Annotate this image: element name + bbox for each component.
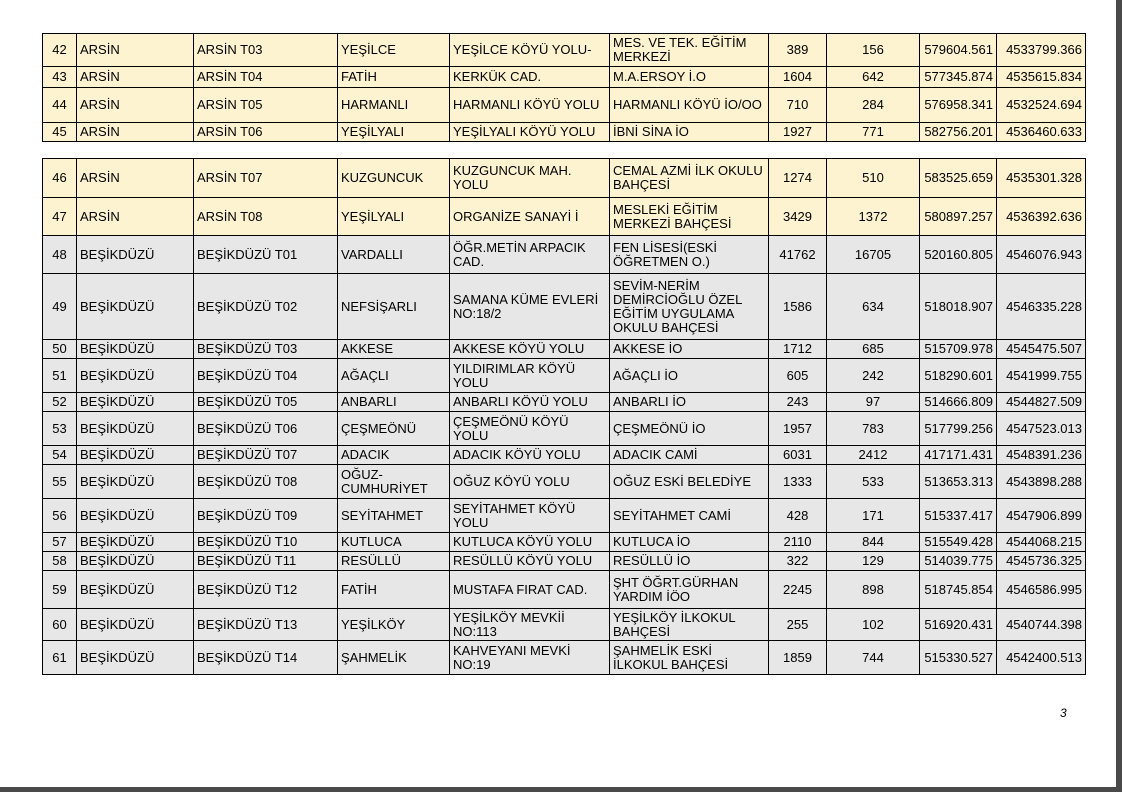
street-cell: ÇEŞMEÖNÜ KÖYÜ YOLU xyxy=(450,412,610,446)
value-1-cell: 6031 xyxy=(769,446,827,465)
street-cell: ANBARLI KÖYÜ YOLU xyxy=(450,393,610,412)
northing-cell: 4543898.288 xyxy=(997,465,1086,499)
district-cell: ARSİN xyxy=(77,88,194,123)
page-edge-bottom xyxy=(0,787,1122,792)
station-code-cell: BEŞİKDÜZÜ T03 xyxy=(194,340,338,359)
table-row xyxy=(43,552,1086,571)
northing-cell: 4548391.236 xyxy=(997,446,1086,465)
table-row xyxy=(43,88,1086,123)
street-cell: RESÜLLÜ KÖYÜ YOLU xyxy=(450,552,610,571)
row-number-cell: 46 xyxy=(43,159,77,198)
neighborhood-cell: AĞAÇLI xyxy=(338,359,450,393)
station-code-cell: BEŞİKDÜZÜ T02 xyxy=(194,274,338,340)
table-row xyxy=(43,159,1086,198)
street-cell: YEŞİLCE KÖYÜ YOLU- xyxy=(450,34,610,67)
street-cell: KAHVEYANI MEVKİ NO:19 xyxy=(450,641,610,675)
value-1-cell: 1927 xyxy=(769,123,827,142)
district-cell: BEŞİKDÜZÜ xyxy=(77,533,194,552)
row-number-cell: 58 xyxy=(43,552,77,571)
value-2-cell: 242 xyxy=(827,359,920,393)
value-2-cell: 634 xyxy=(827,274,920,340)
district-cell: BEŞİKDÜZÜ xyxy=(77,465,194,499)
northing-cell: 4547906.899 xyxy=(997,499,1086,533)
value-1-cell: 255 xyxy=(769,609,827,641)
row-number-cell: 53 xyxy=(43,412,77,446)
northing-cell: 4546335.228 xyxy=(997,274,1086,340)
table-row xyxy=(43,446,1086,465)
value-1-cell: 1333 xyxy=(769,465,827,499)
value-1-cell: 605 xyxy=(769,359,827,393)
district-cell: ARSİN xyxy=(77,123,194,142)
street-cell: KUTLUCA KÖYÜ YOLU xyxy=(450,533,610,552)
value-1-cell: 2110 xyxy=(769,533,827,552)
station-code-cell: ARSİN T03 xyxy=(194,34,338,67)
district-cell: BEŞİKDÜZÜ xyxy=(77,571,194,609)
easting-cell: 583525.659 xyxy=(920,159,997,198)
site-cell: MES. VE TEK. EĞİTİM MERKEZİ xyxy=(610,34,769,67)
northing-cell: 4544068.215 xyxy=(997,533,1086,552)
station-code-cell: ARSİN T05 xyxy=(194,88,338,123)
neighborhood-cell: FATİH xyxy=(338,67,450,88)
northing-cell: 4544827.509 xyxy=(997,393,1086,412)
station-code-cell: BEŞİKDÜZÜ T11 xyxy=(194,552,338,571)
easting-cell: 518018.907 xyxy=(920,274,997,340)
easting-cell: 582756.201 xyxy=(920,123,997,142)
northing-cell: 4540744.398 xyxy=(997,609,1086,641)
site-cell: MESLEKİ EĞİTİM MERKEZİ BAHÇESİ xyxy=(610,198,769,236)
coordinates-table-main xyxy=(42,158,1086,675)
northing-cell: 4532524.694 xyxy=(997,88,1086,123)
street-cell: HARMANLI KÖYÜ YOLU xyxy=(450,88,610,123)
table-row xyxy=(43,274,1086,340)
site-cell: M.A.ERSOY İ.O xyxy=(610,67,769,88)
neighborhood-cell: YEŞİLYALI xyxy=(338,123,450,142)
row-number-cell: 49 xyxy=(43,274,77,340)
easting-cell: 515549.428 xyxy=(920,533,997,552)
district-cell: BEŞİKDÜZÜ xyxy=(77,340,194,359)
easting-cell: 518290.601 xyxy=(920,359,997,393)
table-row xyxy=(43,465,1086,499)
neighborhood-cell: ÇEŞMEÖNÜ xyxy=(338,412,450,446)
northing-cell: 4546076.943 xyxy=(997,236,1086,274)
northing-cell: 4536392.636 xyxy=(997,198,1086,236)
easting-cell: 577345.874 xyxy=(920,67,997,88)
street-cell: KERKÜK CAD. xyxy=(450,67,610,88)
neighborhood-cell: AKKESE xyxy=(338,340,450,359)
row-number-cell: 56 xyxy=(43,499,77,533)
row-number-cell: 43 xyxy=(43,67,77,88)
row-number-cell: 61 xyxy=(43,641,77,675)
site-cell: CEMAL AZMİ İLK OKULU BAHÇESİ xyxy=(610,159,769,198)
row-number-cell: 48 xyxy=(43,236,77,274)
page-edge-right xyxy=(1116,0,1122,792)
easting-cell: 518745.854 xyxy=(920,571,997,609)
table-row xyxy=(43,34,1086,67)
value-1-cell: 3429 xyxy=(769,198,827,236)
site-cell: FEN LİSESİ(ESKİ ÖĞRETMEN O.) xyxy=(610,236,769,274)
station-code-cell: BEŞİKDÜZÜ T14 xyxy=(194,641,338,675)
site-cell: SEYİTAHMET CAMİ xyxy=(610,499,769,533)
station-code-cell: ARSİN T04 xyxy=(194,67,338,88)
site-cell: ANBARLI İO xyxy=(610,393,769,412)
site-cell: YEŞİLKÖY İLKOKUL BAHÇESİ xyxy=(610,609,769,641)
row-number-cell: 60 xyxy=(43,609,77,641)
street-cell: KUZGUNCUK MAH. YOLU xyxy=(450,159,610,198)
northing-cell: 4535301.328 xyxy=(997,159,1086,198)
neighborhood-cell: YEŞİLCE xyxy=(338,34,450,67)
row-number-cell: 45 xyxy=(43,123,77,142)
easting-cell: 513653.313 xyxy=(920,465,997,499)
site-cell: RESÜLLÜ İO xyxy=(610,552,769,571)
district-cell: ARSİN xyxy=(77,198,194,236)
value-2-cell: 744 xyxy=(827,641,920,675)
district-cell: ARSİN xyxy=(77,159,194,198)
site-cell: SEVİM-NERİM DEMİRCİOĞLU ÖZEL EĞİTİM UYGULAMA OKULU BAHÇESİ xyxy=(610,274,769,340)
northing-cell: 4533799.366 xyxy=(997,34,1086,67)
site-cell: KUTLUCA İO xyxy=(610,533,769,552)
street-cell: OĞUZ KÖYÜ YOLU xyxy=(450,465,610,499)
station-code-cell: BEŞİKDÜZÜ T10 xyxy=(194,533,338,552)
table-row xyxy=(43,340,1086,359)
row-number-cell: 54 xyxy=(43,446,77,465)
value-2-cell: 898 xyxy=(827,571,920,609)
easting-cell: 514039.775 xyxy=(920,552,997,571)
table-row xyxy=(43,609,1086,641)
value-2-cell: 533 xyxy=(827,465,920,499)
station-code-cell: ARSİN T08 xyxy=(194,198,338,236)
table-row xyxy=(43,533,1086,552)
neighborhood-cell: YEŞİLYALI xyxy=(338,198,450,236)
neighborhood-cell: KUTLUCA xyxy=(338,533,450,552)
district-cell: BEŞİKDÜZÜ xyxy=(77,412,194,446)
site-cell: ÇEŞMEÖNÜ İO xyxy=(610,412,769,446)
easting-cell: 516920.431 xyxy=(920,609,997,641)
value-1-cell: 41762 xyxy=(769,236,827,274)
value-1-cell: 2245 xyxy=(769,571,827,609)
value-1-cell: 428 xyxy=(769,499,827,533)
neighborhood-cell: HARMANLI xyxy=(338,88,450,123)
value-2-cell: 2412 xyxy=(827,446,920,465)
row-number-cell: 44 xyxy=(43,88,77,123)
site-cell: AKKESE İO xyxy=(610,340,769,359)
northing-cell: 4536460.633 xyxy=(997,123,1086,142)
value-1-cell: 1604 xyxy=(769,67,827,88)
table-row xyxy=(43,198,1086,236)
table-row xyxy=(43,236,1086,274)
site-cell: ŞAHMELİK ESKİ İLKOKUL BAHÇESİ xyxy=(610,641,769,675)
district-cell: BEŞİKDÜZÜ xyxy=(77,393,194,412)
neighborhood-cell: FATİH xyxy=(338,571,450,609)
station-code-cell: ARSİN T06 xyxy=(194,123,338,142)
value-2-cell: 1372 xyxy=(827,198,920,236)
table-row xyxy=(43,393,1086,412)
street-cell: SAMANA KÜME EVLERİ NO:18/2 xyxy=(450,274,610,340)
value-2-cell: 129 xyxy=(827,552,920,571)
district-cell: BEŞİKDÜZÜ xyxy=(77,499,194,533)
table-row xyxy=(43,641,1086,675)
value-2-cell: 102 xyxy=(827,609,920,641)
table-row xyxy=(43,499,1086,533)
northing-cell: 4542400.513 xyxy=(997,641,1086,675)
table-row xyxy=(43,67,1086,88)
neighborhood-cell: YEŞİLKÖY xyxy=(338,609,450,641)
table-row xyxy=(43,359,1086,393)
value-2-cell: 16705 xyxy=(827,236,920,274)
station-code-cell: BEŞİKDÜZÜ T09 xyxy=(194,499,338,533)
row-number-cell: 57 xyxy=(43,533,77,552)
site-cell: AĞAÇLI İO xyxy=(610,359,769,393)
value-2-cell: 284 xyxy=(827,88,920,123)
station-code-cell: BEŞİKDÜZÜ T06 xyxy=(194,412,338,446)
station-code-cell: BEŞİKDÜZÜ T08 xyxy=(194,465,338,499)
district-cell: BEŞİKDÜZÜ xyxy=(77,446,194,465)
northing-cell: 4535615.834 xyxy=(997,67,1086,88)
station-code-cell: BEŞİKDÜZÜ T07 xyxy=(194,446,338,465)
site-cell: OĞUZ ESKİ BELEDİYE xyxy=(610,465,769,499)
street-cell: YEŞİLYALI KÖYÜ YOLU xyxy=(450,123,610,142)
site-cell: ADACIK CAMİ xyxy=(610,446,769,465)
easting-cell: 579604.561 xyxy=(920,34,997,67)
row-number-cell: 59 xyxy=(43,571,77,609)
district-cell: BEŞİKDÜZÜ xyxy=(77,609,194,641)
value-2-cell: 97 xyxy=(827,393,920,412)
neighborhood-cell: SEYİTAHMET xyxy=(338,499,450,533)
district-cell: ARSİN xyxy=(77,67,194,88)
northing-cell: 4547523.013 xyxy=(997,412,1086,446)
street-cell: ADACIK KÖYÜ YOLU xyxy=(450,446,610,465)
easting-cell: 576958.341 xyxy=(920,88,997,123)
street-cell: ORGANİZE SANAYİ İ xyxy=(450,198,610,236)
street-cell: AKKESE KÖYÜ YOLU xyxy=(450,340,610,359)
district-cell: ARSİN xyxy=(77,34,194,67)
value-2-cell: 783 xyxy=(827,412,920,446)
neighborhood-cell: ŞAHMELİK xyxy=(338,641,450,675)
easting-cell: 417171.431 xyxy=(920,446,997,465)
station-code-cell: BEŞİKDÜZÜ T05 xyxy=(194,393,338,412)
value-2-cell: 510 xyxy=(827,159,920,198)
street-cell: YILDIRIMLAR KÖYÜ YOLU xyxy=(450,359,610,393)
easting-cell: 517799.256 xyxy=(920,412,997,446)
value-1-cell: 389 xyxy=(769,34,827,67)
row-number-cell: 51 xyxy=(43,359,77,393)
neighborhood-cell: KUZGUNCUK xyxy=(338,159,450,198)
value-2-cell: 844 xyxy=(827,533,920,552)
table-row xyxy=(43,571,1086,609)
easting-cell: 514666.809 xyxy=(920,393,997,412)
row-number-cell: 42 xyxy=(43,34,77,67)
site-cell: İBNİ SİNA İO xyxy=(610,123,769,142)
easting-cell: 515330.527 xyxy=(920,641,997,675)
value-1-cell: 322 xyxy=(769,552,827,571)
street-cell: YEŞİLKÖY MEVKİİ NO:113 xyxy=(450,609,610,641)
district-cell: BEŞİKDÜZÜ xyxy=(77,359,194,393)
neighborhood-cell: OĞUZ-CUMHURİYET xyxy=(338,465,450,499)
row-number-cell: 52 xyxy=(43,393,77,412)
station-code-cell: BEŞİKDÜZÜ T12 xyxy=(194,571,338,609)
station-code-cell: BEŞİKDÜZÜ T04 xyxy=(194,359,338,393)
station-code-cell: ARSİN T07 xyxy=(194,159,338,198)
value-2-cell: 156 xyxy=(827,34,920,67)
neighborhood-cell: NEFSİŞARLI xyxy=(338,274,450,340)
site-cell: ŞHT ÖĞRT.GÜRHAN YARDIM İÖO xyxy=(610,571,769,609)
street-cell: SEYİTAHMET KÖYÜ YOLU xyxy=(450,499,610,533)
district-cell: BEŞİKDÜZÜ xyxy=(77,274,194,340)
district-cell: BEŞİKDÜZÜ xyxy=(77,641,194,675)
neighborhood-cell: ADACIK xyxy=(338,446,450,465)
neighborhood-cell: RESÜLLÜ xyxy=(338,552,450,571)
northing-cell: 4541999.755 xyxy=(997,359,1086,393)
table-row xyxy=(43,412,1086,446)
northing-cell: 4546586.995 xyxy=(997,571,1086,609)
value-1-cell: 1274 xyxy=(769,159,827,198)
value-1-cell: 710 xyxy=(769,88,827,123)
district-cell: BEŞİKDÜZÜ xyxy=(77,552,194,571)
value-1-cell: 1957 xyxy=(769,412,827,446)
value-1-cell: 243 xyxy=(769,393,827,412)
neighborhood-cell: ANBARLI xyxy=(338,393,450,412)
site-cell: HARMANLI KÖYÜ İO/OO xyxy=(610,88,769,123)
neighborhood-cell: VARDALLI xyxy=(338,236,450,274)
street-cell: MUSTAFA FIRAT CAD. xyxy=(450,571,610,609)
easting-cell: 515337.417 xyxy=(920,499,997,533)
value-1-cell: 1586 xyxy=(769,274,827,340)
northing-cell: 4545736.325 xyxy=(997,552,1086,571)
value-2-cell: 685 xyxy=(827,340,920,359)
page-number: 3 xyxy=(1060,706,1067,720)
value-1-cell: 1859 xyxy=(769,641,827,675)
value-2-cell: 171 xyxy=(827,499,920,533)
row-number-cell: 50 xyxy=(43,340,77,359)
street-cell: ÖĞR.METİN ARPACIK CAD. xyxy=(450,236,610,274)
row-number-cell: 55 xyxy=(43,465,77,499)
value-2-cell: 642 xyxy=(827,67,920,88)
easting-cell: 520160.805 xyxy=(920,236,997,274)
station-code-cell: BEŞİKDÜZÜ T13 xyxy=(194,609,338,641)
row-number-cell: 47 xyxy=(43,198,77,236)
easting-cell: 515709.978 xyxy=(920,340,997,359)
easting-cell: 580897.257 xyxy=(920,198,997,236)
coordinates-table-top xyxy=(42,33,1086,142)
table-row xyxy=(43,123,1086,142)
station-code-cell: BEŞİKDÜZÜ T01 xyxy=(194,236,338,274)
value-1-cell: 1712 xyxy=(769,340,827,359)
district-cell: BEŞİKDÜZÜ xyxy=(77,236,194,274)
northing-cell: 4545475.507 xyxy=(997,340,1086,359)
value-2-cell: 771 xyxy=(827,123,920,142)
